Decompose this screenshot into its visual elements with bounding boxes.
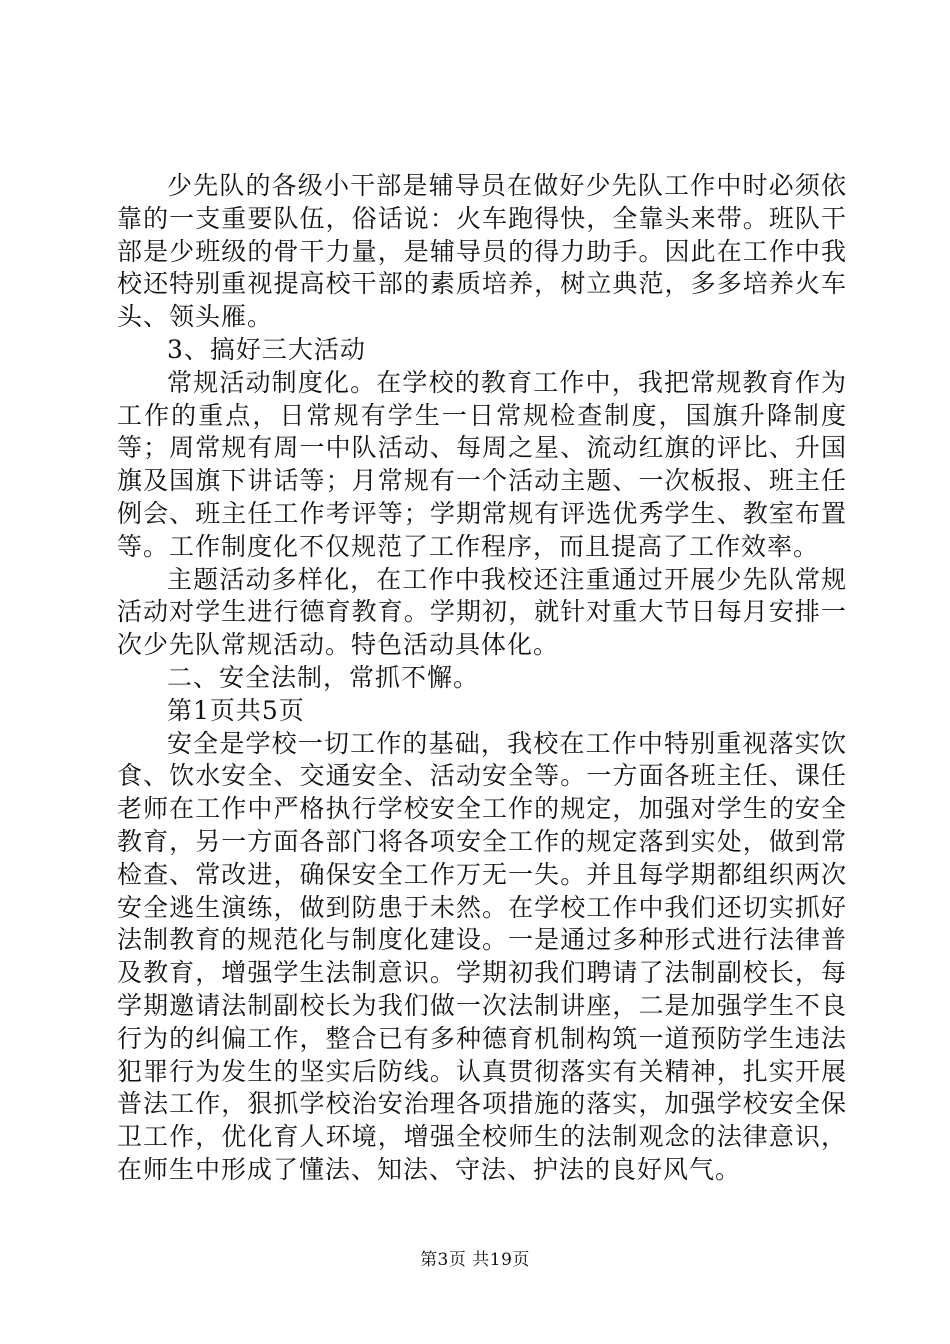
heading-three-activities: 3、搞好三大活动 — [167, 334, 366, 364]
document-body — [117, 170, 847, 1187]
paragraph-safety: 安全是学校一切工作的基础，我校在工作中特别重视落实饮食、饮水安全、交通安全、活动安全等。一方面各班主任、课任老师在工作中严格执行学校安全工作的规定，加强对学生的安全教育，另一方面各部门将各项安全工作的规定落到实处，做到常检查、常改进，确保安全工作万无一失。并且每学期都组织两次安全逃生演练，做到防患于未然。在学校工作中我们还切实抓好法制教育的规范化与制度化建设。一是通过多种形式进行法律普及教育，增强学生法制意识。学期初我们聘请了法制副校长，每学期邀请法制副校长为我们做一次法制讲座，二是加强学生不良行为的纠偏工作，整合已有多种德育机制构筑一道预防学生违法犯罪行为发生的坚实后防线。认真贯彻落实有关精神，扎实开展普法工作，狠抓学校治安治理各项措施的落实，加强学校安全保卫工作，优化育人环境，增强全校师生的法制观念的法律意识，在师生中形成了懂法、知法、守法、护法的良好风气。 — [117, 728, 847, 1184]
paragraph-theme-activities: 主题活动多样化，在工作中我校还注重通过开展少先队常规活动对学生进行德育教育。学期初，就针对重大节日每月安排一次少先队常规活动。特色活动具体化。 — [117, 564, 847, 660]
paragraph-student-cadres: 少先队的各级小干部是辅导员在做好少先队工作中时必须依靠的一支重要队伍，俗话说：火车跑得快，全靠头来带。班队干部是少班级的骨干力量，是辅导员的得力助手。因此在工作中我校还特别重视提高校干部的素质培养，树立典范，多多培养火车头、领头雁。 — [117, 171, 847, 332]
heading-safety-law: 二、安全法制，常抓不懈。 — [167, 662, 480, 692]
paragraph-routine-activities: 常规活动制度化。在学校的教育工作中，我把常规教育作为工作的重点，日常规有学生一日常规检查制度，国旗升降制度等；周常规有周一中队活动、每周之星、流动红旗的评比、升国旗及国旗下讲话等；月常规有一个活动主题、一次板报、班主任例会、班主任工作考评等；学期常规有评选优秀学生、教室布置等。工作制度化不仅规范了工作程序，而且提高了工作效率。 — [117, 367, 847, 561]
page-footer: 第3页 共19页 — [420, 1250, 530, 1270]
inline-page-marker: 第1页共5页 — [167, 695, 305, 725]
